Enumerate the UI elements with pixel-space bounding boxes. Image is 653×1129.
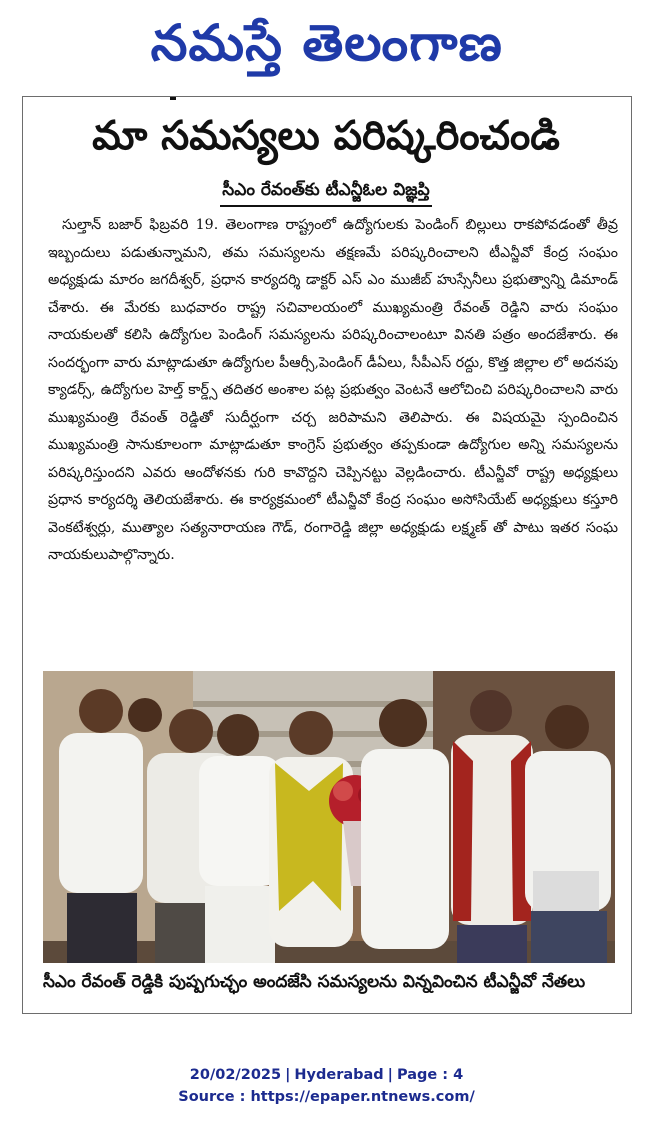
newspaper-logo: నమస్తే తెలంగాణ xyxy=(150,14,503,72)
footer-page: Page : 4 xyxy=(396,1067,464,1083)
footer-city: Hyderabad xyxy=(294,1067,384,1083)
frame-mark xyxy=(170,97,176,100)
subheadline-container xyxy=(26,178,626,207)
footer-meta-line xyxy=(0,1064,653,1086)
photo-caption: సీఎం రేవంత్ రెడ్డికి పుష్పగుచ్ఛం అందజేసి సమస్యలను విన్నవించిన టీఎన్జీవో నేతలు xyxy=(43,972,586,992)
masthead xyxy=(0,4,653,82)
news-photo xyxy=(43,671,615,963)
article-headline: మా సమస్యలు పరిష్కరించండి xyxy=(92,113,560,159)
footer-date: 20/02/2025 xyxy=(189,1067,282,1083)
article-body: సుల్తాన్ బజార్ ఫిబ్రవరి 19. తెలంగాణ రాష్ట్రంలో ఉద్యోగులకు పెండింగ్ బిల్లులు రాకపోవడంతో తీవ్ర ఇబ్బందులు పడుతున్నామని, తమ సమస్యలను తక్షణమే పరిష్కరించాలని టీఎన్జీవో కేంద్ర సంఘం అధ్యక్షుడు మారం జగదీశ్వర్, ప్రధాన కార్యదర్శి డాక్టర్ ఎస్ ఎం ముజీబ్ హుస్సేనీలు ప్రభుత్వాన్ని డిమాండ్ చేశారు. ఈ మేరకు బుధవారం రాష్ట్ర సచివాలయంలో ముఖ్యమంత్రి రేవంత్ రెడ్డిని వారు సంఘం నాయకులతో కలిసి ఉద్యోగుల పెండింగ్ సమస్యలను పరిష్కరించాలంటూ వినతి పత్రం అందజేశారు. ఈ సందర్భంగా వారు మాట్లాడుతూ ఉద్యోగుల పీఆర్సీ,పెండింగ్ డీఏలు, సీపీఎస్ రద్దు, కొత్త జిల్లాల లో అదనపు క్యాడర్స్, ఉద్యోగుల హెల్త్ కార్డ్స్ తదితర అంశాల పట్ల ప్రభుత్వం వెంటనే ఆలోచించి పరిష్కరించాలని వారు ముఖ్యమంత్రి రేవంత్ రెడ్డితో సుదీర్ఘంగా చర్చ జరిపామని తెలిపారు. ఈ విషయమై స్పందించిన ముఖ్యమంత్రి సానుకూలంగా మాట్లాడుతూ కాంగ్రెస్ ప్రభుత్వం తప్పకుండా ఉద్యోగుల అన్ని సమస్యలను పరిష్కరిస్తుందని ఎవరు ఆందోళనకు గురి కావొద్దని చెప్పినట్టు వెల్లడించారు. టీఎన్జీవో రాష్ట్ర అధ్యక్షులు ప్రధాన కార్యదర్శి తెలియజేశారు. ఈ కార్యక్రమంలో టీఎన్జీవో కేంద్ర సంఘం అసోసియేట్ అధ్యక్షులు కస్తూరి వెంకటేశ్వర్లు, ముత్యాల సత్యనారాయణ గౌడ్, రంగారెడ్డి జిల్లా అధ్యక్షుడు లక్ష్మణ్ తో పాటు ఇతర సంఘ నాయకులుపాల్గొన్నారు. xyxy=(48,217,618,563)
page-footer xyxy=(0,1064,653,1108)
footer-separator: | xyxy=(285,1067,291,1083)
footer-separator: | xyxy=(387,1067,393,1083)
article-subheadline: సీఎం రేవంత్‌కు టీఎన్జీఓల విజ్ఞప్తి xyxy=(220,178,431,207)
footer-source[interactable]: Source : https://epaper.ntnews.com/ xyxy=(178,1089,475,1105)
